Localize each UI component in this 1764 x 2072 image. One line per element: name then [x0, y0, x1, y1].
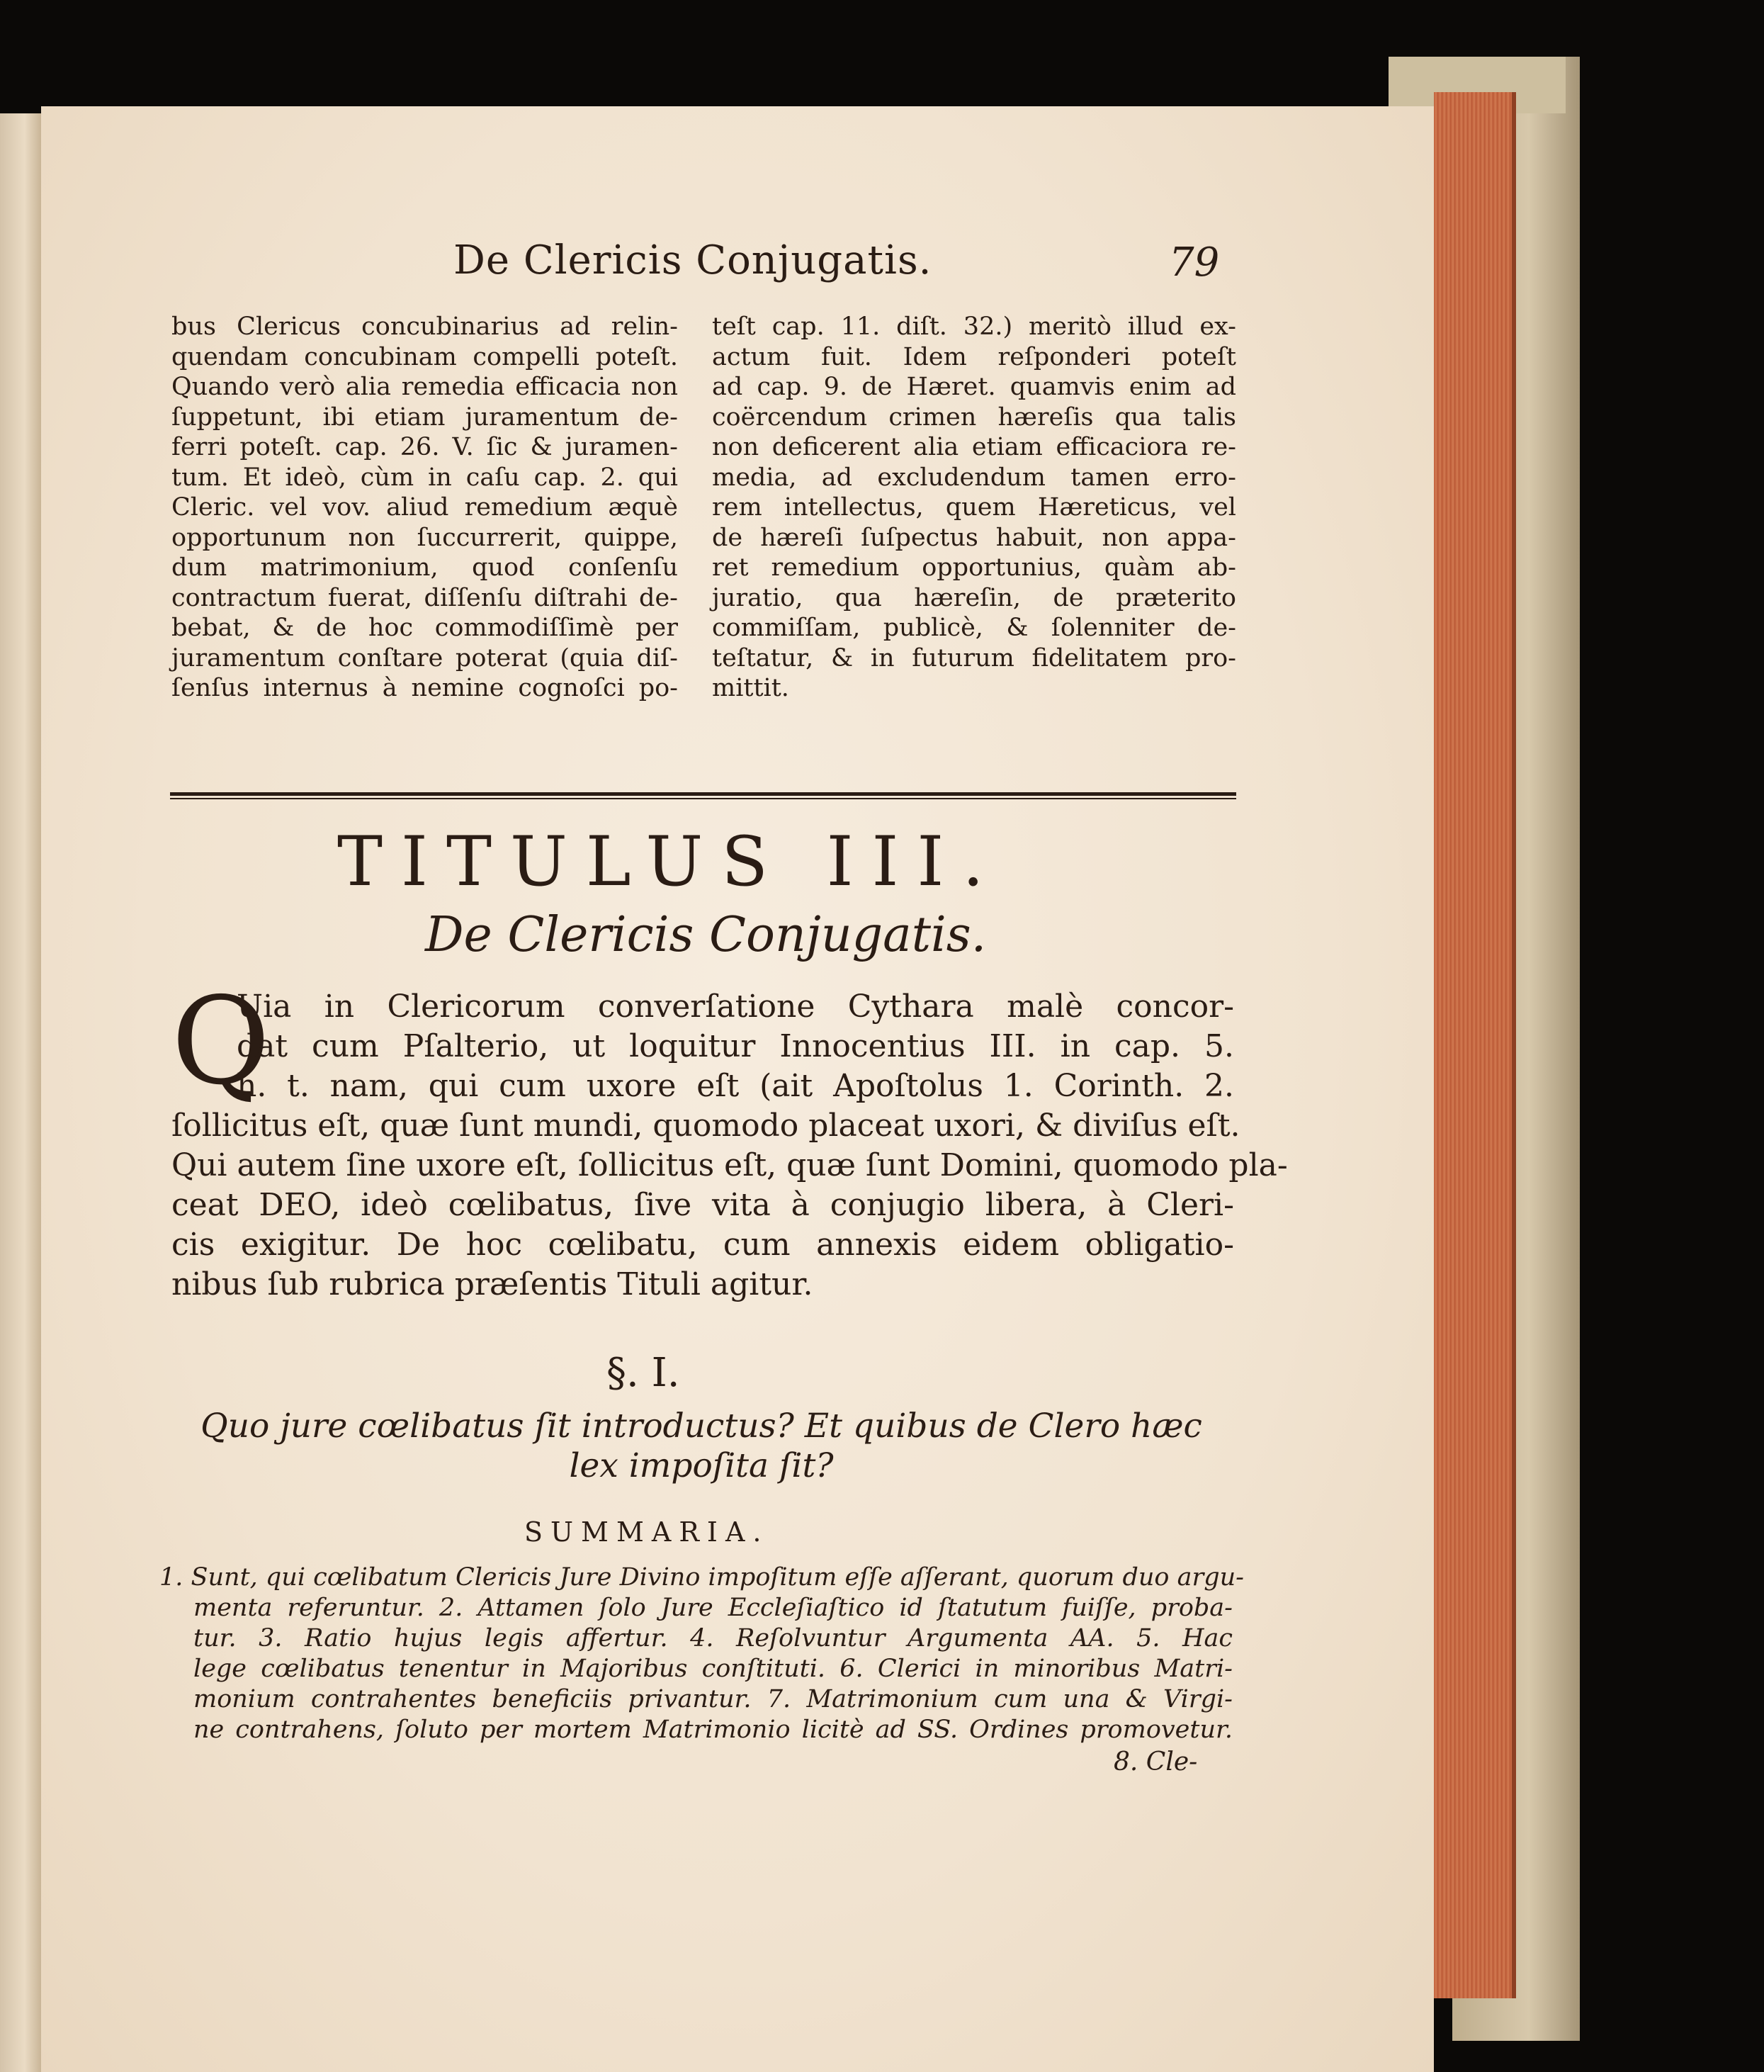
- text-line: bus Clericus concubinarius ad relin-: [171, 313, 678, 341]
- text-line: dat cum Pſalterio, ut loquitur Innocentius III. in cap. 5.: [237, 1028, 1234, 1064]
- text-line: non deficerent alia etiam efficaciora re-: [712, 433, 1236, 461]
- catchword: 8. Cle-: [1114, 1747, 1198, 1777]
- text-line: coërcendum crimen hæreſis qua talis: [712, 402, 1236, 432]
- body-paragraph: [171, 987, 1288, 1305]
- section-question: [170, 1407, 1233, 1486]
- summaria-line: 1. Sunt, qui cœlibatum Clericis Jure Divino impoſitum eſſe aſſerant, quorum duo argu-: [159, 1563, 1244, 1592]
- question-line: lex impoſita ſit?: [569, 1446, 834, 1485]
- titulus-heading: TITULUS III.: [337, 822, 1002, 901]
- drop-cap: Q: [171, 972, 271, 1112]
- summaria-line: ne contrahens, ſoluto per mortem Matrimonio licitè ad SS. Ordines promovetur.: [193, 1716, 1233, 1744]
- text-line: ferri poteſt. cap. 26. V. ſic & juramen-: [171, 433, 678, 461]
- text-line: ceat DEO, ideò cœlibatus, ſive vita à conjugio libera, à Cleri-: [171, 1187, 1234, 1223]
- right-column: [712, 312, 1236, 704]
- text-line: Quando verò alia remedia efficacia non: [171, 373, 678, 401]
- text-line: media, ad excludendum tamen erro-: [712, 463, 1236, 492]
- text-line: cis exigitur. De hoc cœlibatu, cum annexis eidem obligatio-: [171, 1227, 1234, 1263]
- summaria-line: menta referuntur. 2. Attamen ſolo Jure Eccleſiaſtico id ſtatutum fuiſſe, proba-: [193, 1594, 1233, 1622]
- question-line: Quo jure cœlibatus ſit introductus? Et quibus de Clero hæc: [200, 1407, 1202, 1446]
- text-line: nibus ſub rubrica præſentis Tituli agitur.: [171, 1266, 813, 1302]
- summaria-heading: SUMMARIA.: [524, 1516, 769, 1548]
- text-line: ſuppetunt, ibi etiam juramentum de-: [171, 402, 678, 432]
- text-line: juramentum conſtare poterat (quia diſ-: [171, 643, 678, 672]
- text-line: ad cap. 9. de Hæret. quamvis enim ad: [712, 373, 1236, 401]
- text-line: opportunum non ſuccurrerit, quippe,: [171, 523, 678, 552]
- text-line: de hæreſi ſuſpectus habuit, non appa-: [712, 523, 1236, 552]
- page-number: 79: [1169, 240, 1220, 286]
- text-line: ret remedium opportunius, quàm ab-: [712, 553, 1236, 582]
- text-line: tum. Et ideò, cùm in caſu cap. 2. qui: [171, 463, 678, 492]
- text-line: Cleric. vel vov. aliud remedium æquè: [171, 493, 678, 522]
- summaria-list: [159, 1563, 1244, 1745]
- text-line: quendam concubinam compelli poteſt.: [171, 342, 678, 371]
- text-line: commiſſam, publicè, & ſolenniter de-: [712, 614, 1236, 642]
- summaria-line: lege cœlibatus tenentur in Majoribus conſtituti. 6. Clerici in minoribus Matri-: [193, 1655, 1233, 1683]
- text-line: rem intellectus, quem Hæreticus, vel: [712, 493, 1236, 522]
- text-line: ſenſus internus à nemine cognoſci po-: [171, 674, 678, 702]
- summaria-line: monium contrahentes beneficiis privantur. 7. Matrimonium cum una & Virgi-: [193, 1685, 1233, 1713]
- section-mark: §. I.: [606, 1350, 680, 1396]
- text-line: juratio, qua hæreſin, de præterito: [712, 583, 1236, 612]
- text-line: bebat, & de hoc commodiſſimè per: [171, 614, 678, 642]
- text-line: contractum fuerat, diſſenſu diſtrahi de-: [171, 583, 678, 612]
- left-page-edge: [0, 113, 41, 2072]
- text-line: Qui autem ſine uxore eſt, ſollicitus eſt, quæ ſunt Domini, quomodo pla-: [171, 1147, 1288, 1183]
- titulus-subtitle: De Clericis Conjugatis.: [425, 907, 987, 963]
- page-fore-edge: [1434, 92, 1516, 1998]
- running-head-title: De Clericis Conjugatis.: [453, 237, 932, 283]
- text-line: ſollicitus eſt, quæ ſunt mundi, quomodo placeat uxori, & diviſus eſt.: [171, 1108, 1240, 1144]
- text-line: teſt cap. 11. diſt. 32.) meritò illud ex-: [712, 313, 1236, 341]
- summaria-line: tur. 3. Ratio hujus legis affertur. 4. Reſolvuntur Argumenta AA. 5. Hac: [193, 1624, 1233, 1652]
- left-column: [171, 312, 678, 704]
- section-divider: [170, 792, 1236, 799]
- text-line: Uia in Clericorum converſatione Cythara malè concor-: [237, 989, 1234, 1025]
- text-line: dum matrimonium, quod conſenſu: [171, 553, 678, 582]
- text-line: mittit.: [712, 674, 789, 702]
- text-line: teſtatur, & in futurum fidelitatem pro-: [712, 643, 1236, 672]
- text-line: actum fuit. Idem reſponderi poteſt: [712, 342, 1236, 371]
- text-line: h. t. nam, qui cum uxore eſt (ait Apoſtolus 1. Corinth. 2.: [237, 1068, 1234, 1104]
